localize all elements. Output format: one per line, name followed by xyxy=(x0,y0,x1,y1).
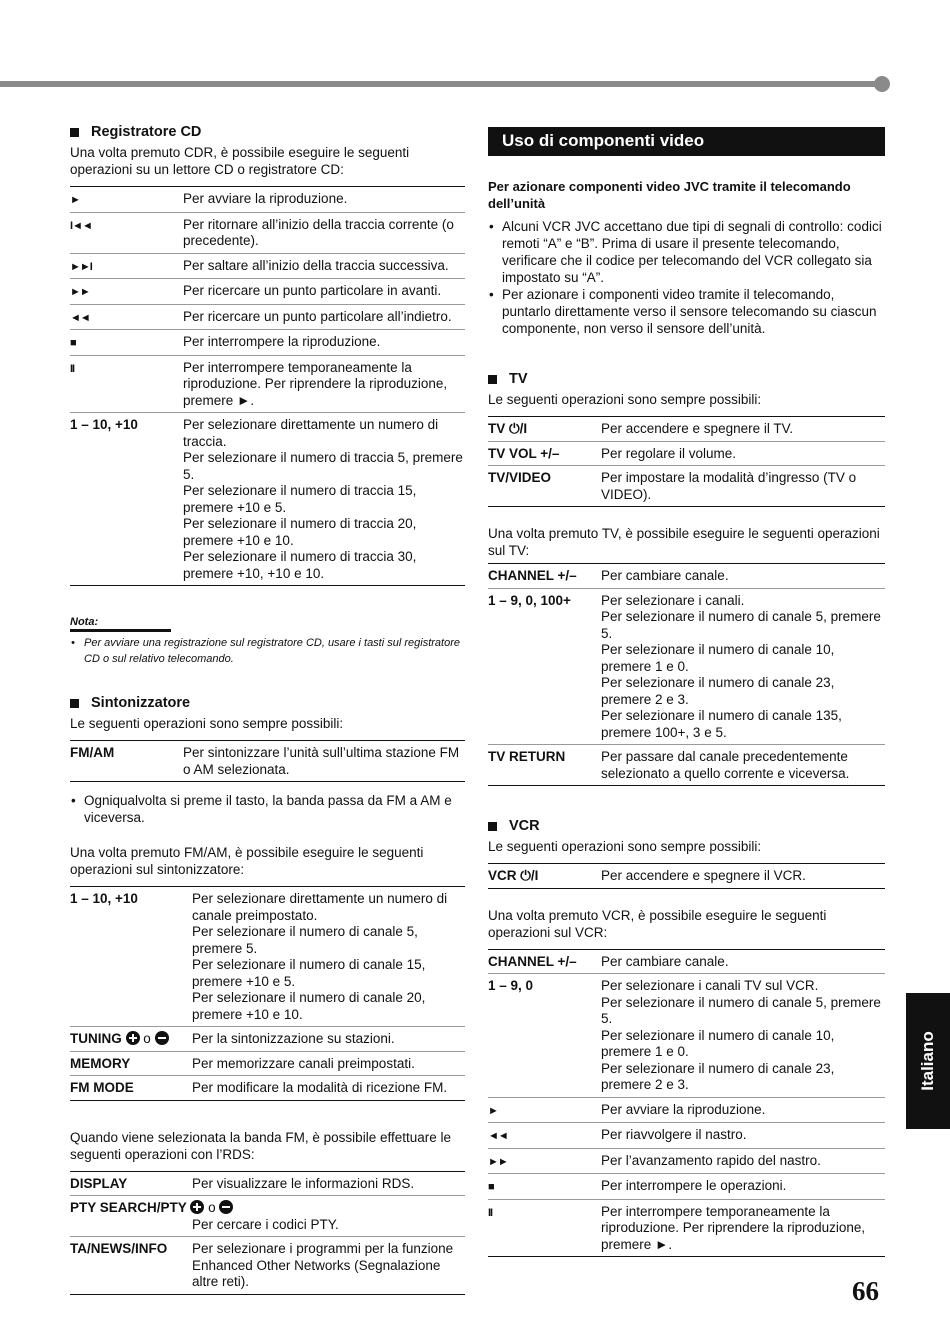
row-description: Per impostare la modalità d’ingresso (TV o VIDEO). xyxy=(601,466,885,507)
row-description: Per selezionare i canali TV sul VCR. Per selezionare il numero di canale 5, premere 5. Per selezionare il numero di canale 10, premere 1 e 0. Per selezionare il numero di canale 23, premere 2 e 3. xyxy=(601,974,885,1098)
row-key: TV ⏻/I xyxy=(488,421,528,436)
table-row xyxy=(70,1171,465,1196)
square-bullet-icon xyxy=(488,375,497,384)
table-row xyxy=(488,588,885,745)
row-description: Per sintonizzare l’unità sull’ultima stazione FM o AM selezionata. xyxy=(183,745,460,777)
row-key: 1 – 9, 0, 100+ xyxy=(488,588,601,745)
tv-section-title: TV xyxy=(488,371,885,387)
row-description: Per avviare la riproduzione. xyxy=(601,1097,885,1123)
vcr-always-table xyxy=(488,863,885,889)
row-key: ►►I xyxy=(70,253,183,279)
table-row xyxy=(70,279,465,305)
cdr-intro: Una volta premuto CDR, è possibile eseguire le seguenti operazioni su un lettore CD o registratore CD: xyxy=(70,145,410,177)
row-description: Per interrompere temporaneamente la riproduzione. Per riprendere la riproduzione, premere ►. xyxy=(601,1199,885,1257)
row-description: Per interrompere le operazioni. xyxy=(601,1174,885,1200)
row-key: DISPLAY xyxy=(70,1175,128,1191)
video-subheading: Per azionare componenti video JVC tramite il telecomando dell’unità xyxy=(488,179,851,211)
row-key: ◄◄ xyxy=(70,304,183,330)
row-description: Per selezionare i programmi per la funzione Enhanced Other Networks (Segnalazione altre reti). xyxy=(192,1237,465,1295)
plus-minus-icons xyxy=(187,1200,234,1215)
row-key: TUNING o xyxy=(70,1027,192,1052)
row-description: Per ritornare all’inizio della traccia corrente (o precedente). xyxy=(183,212,465,253)
row-key: TA/NEWS/INFO xyxy=(70,1237,192,1295)
table-row xyxy=(488,1123,885,1149)
row-key: ► xyxy=(488,1097,601,1123)
row-key: CHANNEL +/– xyxy=(488,953,577,969)
row-key: ► xyxy=(70,194,80,206)
row-description: Per riavvolgere il nastro. xyxy=(601,1123,885,1149)
page-number: 66 xyxy=(852,1276,879,1306)
left-column xyxy=(70,124,465,1295)
minus-circle-icon xyxy=(219,1200,233,1215)
plus-circle-icon xyxy=(190,1200,204,1215)
row-key: 1 – 9, 0 xyxy=(488,974,601,1098)
table-row xyxy=(70,304,465,330)
note-text: • Per avviare una registrazione sul registratore CD, usare i tasti sul registratore CD o sul relativo telecomando. xyxy=(70,635,465,667)
row-description: Per saltare all’inizio della traccia successiva. xyxy=(183,253,465,279)
video-bullets xyxy=(488,218,885,337)
table-row xyxy=(70,741,465,782)
table-row xyxy=(488,1199,885,1257)
row-key: 1 – 10, +10 xyxy=(70,413,183,586)
language-side-tab: Italiano xyxy=(906,993,950,1129)
row-key: 1 – 10, +10 xyxy=(70,891,138,906)
table-row-continuation xyxy=(70,1217,465,1237)
row-key: II xyxy=(488,1199,601,1257)
row-key: TV VOL +/– xyxy=(488,441,601,466)
or-separator: o xyxy=(208,1200,216,1215)
row-key: ►► xyxy=(70,279,183,305)
row-key: ■ xyxy=(70,330,183,356)
cdr-table xyxy=(70,186,465,586)
table-row xyxy=(70,1237,465,1295)
square-bullet-icon xyxy=(70,128,79,137)
row-description: Per ricercare un punto particolare in avanti. xyxy=(183,279,465,305)
table-row xyxy=(488,745,885,786)
table-row xyxy=(488,949,885,974)
table-row xyxy=(70,1051,465,1076)
vcr-intro: Le seguenti operazioni sono sempre possibili: xyxy=(488,839,762,854)
row-description: Per visualizzare le informazioni RDS. xyxy=(192,1175,415,1191)
row-key: I◄◄ xyxy=(70,212,183,253)
list-item: • Alcuni VCR JVC accettano due tipi di segnali di controllo: codici remoti “A” e “B”. Prima di usare il presente telecomando, verificare che il codice per telecomando del VCR collegato sia impostato su “A”. xyxy=(488,218,885,286)
or-separator: o xyxy=(143,1031,151,1046)
table-row xyxy=(70,1027,465,1052)
row-description: Per cambiare canale. xyxy=(601,568,729,583)
square-bullet-icon xyxy=(488,822,497,831)
table-row xyxy=(70,887,465,1027)
plus-circle-icon xyxy=(126,1031,140,1046)
top-rule-dot xyxy=(874,76,890,92)
tuner-always-table xyxy=(70,740,465,782)
tv-always-table xyxy=(488,416,885,507)
row-key: CHANNEL +/– xyxy=(488,568,577,583)
tv-ops-table xyxy=(488,563,885,786)
row-description: Per selezionare direttamente un numero di traccia. Per selezionare il numero di traccia 5, premere 5. Per selezionare il numero di traccia 15, premere +10 e 5. Per selezionare il numero di traccia 20, premere +10 e 10. Per selezionare il numero di traccia 30, premere +10, +10 e 10. xyxy=(183,413,465,586)
row-description: Per la sintonizzazione su stazioni. xyxy=(192,1027,465,1052)
table-row xyxy=(70,413,465,586)
tuner-intro: Le seguenti operazioni sono sempre possibili: xyxy=(70,716,344,731)
table-row xyxy=(488,1148,885,1174)
tuner-section-title: Sintonizzatore xyxy=(70,695,465,711)
table-row xyxy=(488,564,885,589)
table-row xyxy=(488,974,885,1098)
row-description: Per l’avanzamento rapido del nastro. xyxy=(601,1148,885,1174)
row-description: Per modificare la modalità di ricezione FM. xyxy=(192,1076,465,1101)
cdr-section-title: Registratore CD xyxy=(70,124,465,140)
row-description: Per avviare la riproduzione. xyxy=(183,191,348,206)
list-item: • Ogniqualvolta si preme il tasto, la banda passa da FM a AM e viceversa. xyxy=(70,792,465,826)
row-spacer xyxy=(70,1217,192,1237)
table-row xyxy=(70,355,465,413)
minus-circle-icon xyxy=(155,1031,169,1046)
table-row xyxy=(488,864,885,889)
square-bullet-icon xyxy=(70,699,79,708)
list-item: • Per azionare i componenti video tramite il telecomando, puntarlo direttamente verso il sensore telecomando su ciascun componente, non verso il sensore dell’unità. xyxy=(488,286,885,337)
table-row xyxy=(70,212,465,253)
row-description: Per cercare i codici PTY. xyxy=(192,1216,339,1232)
table-row xyxy=(488,466,885,507)
right-column xyxy=(488,124,885,1257)
row-key: MEMORY xyxy=(70,1051,192,1076)
row-description: Per interrompere temporaneamente la riproduzione. Per riprendere la riproduzione, premere ►. xyxy=(183,355,465,413)
row-description: Per cambiare canale. xyxy=(601,953,729,969)
row-key: ►► xyxy=(488,1148,601,1174)
row-key: TV/VIDEO xyxy=(488,466,601,507)
tuner-bullets xyxy=(70,792,465,826)
table-row xyxy=(488,1097,885,1123)
row-description: Per interrompere la riproduzione. xyxy=(183,330,465,356)
vcr-ops-table xyxy=(488,949,885,1258)
top-rule xyxy=(0,81,876,87)
note-heading: Nota: xyxy=(70,616,171,632)
table-row xyxy=(70,253,465,279)
tuner-fmam-table xyxy=(70,886,465,1101)
table-row xyxy=(488,441,885,466)
row-key: VCR ⏻/I xyxy=(488,868,539,883)
row-description: Per ricercare un punto particolare all’indietro. xyxy=(183,304,465,330)
table-row xyxy=(70,330,465,356)
row-description: Per passare dal canale precedentemente selezionato a quello corrente e viceversa. xyxy=(601,745,885,786)
row-key: PTY SEARCH/PTY o xyxy=(70,1196,465,1217)
row-description: Per accendere e spegnere il TV. xyxy=(601,421,794,436)
row-key: FM MODE xyxy=(70,1076,192,1101)
tv-intro: Le seguenti operazioni sono sempre possibili: xyxy=(488,392,762,407)
row-key: ■ xyxy=(488,1174,601,1200)
row-key: ◄◄ xyxy=(488,1123,601,1149)
table-row xyxy=(70,187,465,213)
row-description: Per selezionare direttamente un numero di canale preimpostato. Per selezionare il numero di canale 5, premere 5. Per selezionare il numero di canale 15, premere +10 e 5. Per selezionare il numero di canale 20, premere +10 e 10. xyxy=(192,891,448,1022)
tv-intro-2: Una volta premuto TV, è possibile eseguire le seguenti operazioni sul TV: xyxy=(488,526,880,558)
tuner-intro-2: Una volta premuto FM/AM, è possibile eseguire le seguenti operazioni sul sintonizzatore: xyxy=(70,845,424,877)
video-section-banner: Uso di componenti video xyxy=(488,127,885,156)
row-key: TV RETURN xyxy=(488,745,601,786)
row-key: FM/AM xyxy=(70,745,115,760)
row-description: Per regolare il volume. xyxy=(601,441,885,466)
row-description: Per selezionare i canali. Per selezionare il numero di canale 5, premere 5. Per selezionare il numero di canale 10, premere 1 e 0. Per selezionare il numero di canale 23, premere 2 e 3. Per selezionare il numero di canale 135, premere 100+, 3 e 5. xyxy=(601,588,885,745)
table-row xyxy=(488,417,885,442)
vcr-intro-2: Una volta premuto VCR, è possibile eseguire le seguenti operazioni sul VCR: xyxy=(488,907,827,940)
row-description: Per memorizzare canali preimpostati. xyxy=(192,1051,465,1076)
plus-minus-icons xyxy=(122,1031,169,1046)
vcr-section-title: VCR xyxy=(488,818,885,834)
row-key: II xyxy=(70,355,183,413)
tuner-intro-3: Quando viene selezionata la banda FM, è possibile effettuare le seguenti operazioni con l’RDS: xyxy=(70,1129,451,1162)
row-description: Per accendere e spegnere il VCR. xyxy=(601,868,806,883)
rds-table xyxy=(70,1171,465,1295)
table-row xyxy=(488,1174,885,1200)
table-row xyxy=(70,1196,465,1217)
table-row xyxy=(70,1076,465,1101)
